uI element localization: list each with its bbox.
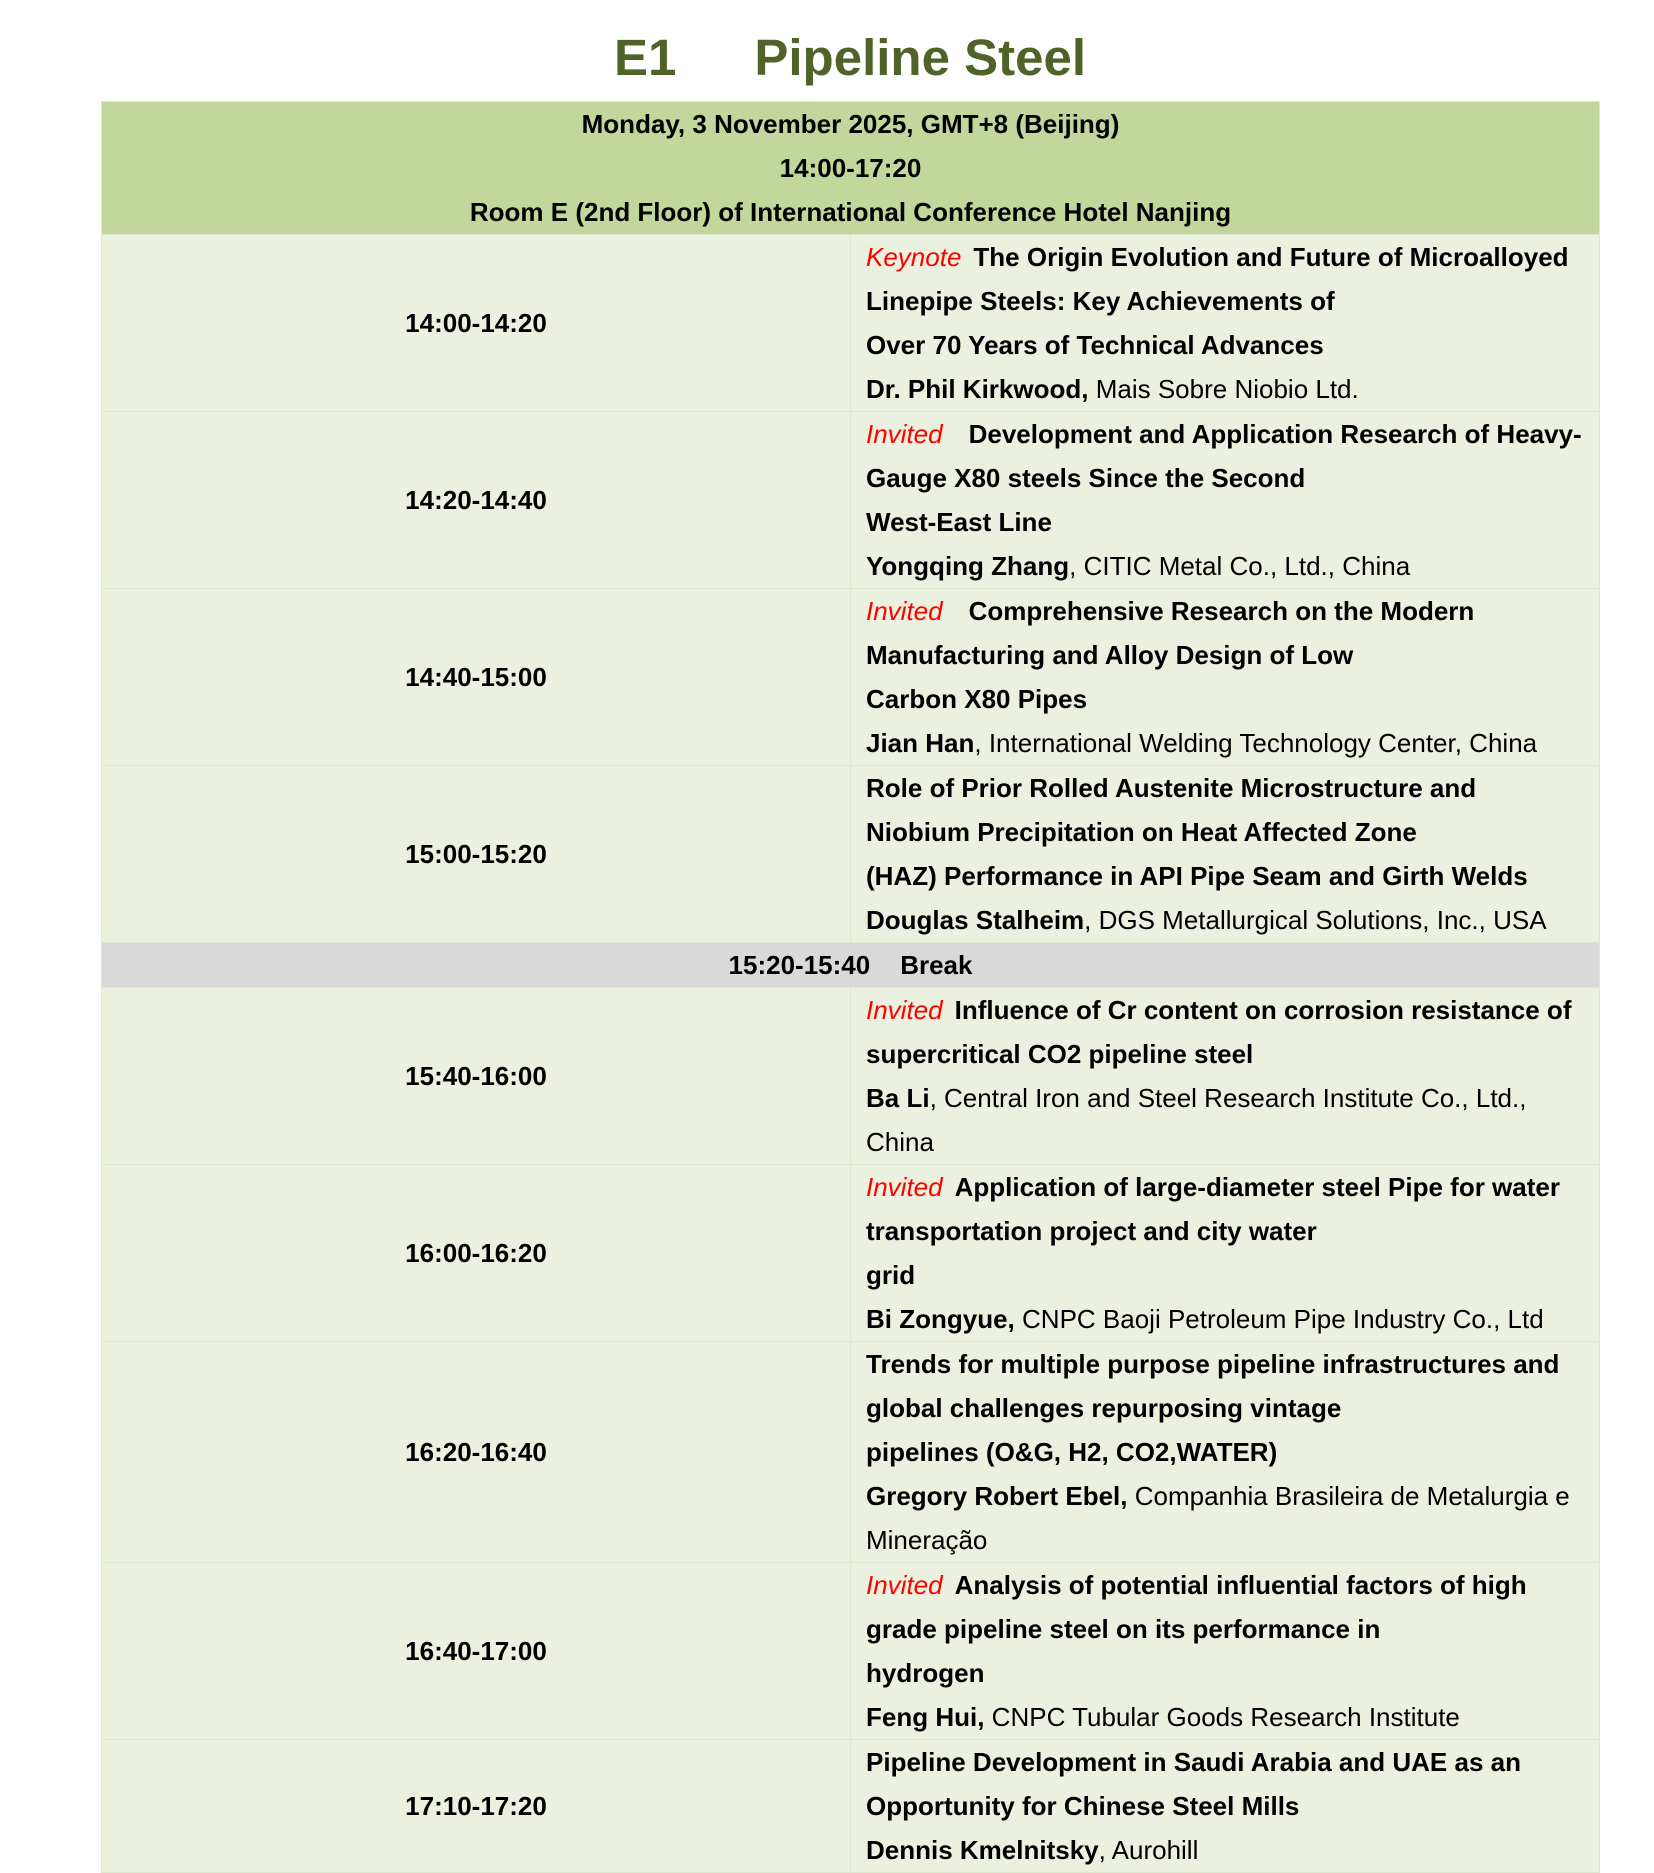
session-title: Trends for multiple purpose pipeline infrastructures and global challenges repurposing vintage bbox=[866, 1349, 1560, 1423]
session-title: Over 70 Years of Technical Advances bbox=[866, 330, 1324, 360]
session-title-line bbox=[866, 1342, 1585, 1430]
session-name: Pipeline Steel bbox=[754, 29, 1086, 86]
session-title-line bbox=[866, 323, 1585, 367]
session-content bbox=[851, 1342, 1600, 1563]
session-title-line bbox=[866, 500, 1585, 544]
header-venue: Room E (2nd Floor) of International Conference Hotel Nanjing bbox=[469, 197, 1232, 227]
session-title-line bbox=[866, 854, 1585, 898]
speaker-line bbox=[866, 367, 1585, 411]
session-type-tag: Invited bbox=[866, 419, 943, 449]
session-title-line bbox=[866, 1430, 1585, 1474]
speaker-affiliation: , International Welding Technology Center, China bbox=[974, 728, 1538, 758]
session-title-line bbox=[866, 677, 1585, 721]
session-type-tag: Invited bbox=[866, 1172, 943, 1202]
session-type-tag: Keynote bbox=[866, 242, 962, 272]
speaker-name: Dr. Phil Kirkwood, bbox=[866, 374, 1089, 404]
speaker-name: Gregory Robert Ebel, bbox=[866, 1481, 1128, 1511]
session-title-line bbox=[866, 1165, 1585, 1253]
session-time: 15:00-15:20 bbox=[102, 766, 851, 943]
session-row bbox=[102, 988, 1600, 1165]
session-content bbox=[851, 589, 1600, 766]
speaker-affiliation: CNPC Baoji Petroleum Pipe Industry Co., Ltd bbox=[1022, 1304, 1544, 1334]
session-title: Development and Application Research of Heavy-Gauge X80 steels Since the Second bbox=[866, 419, 1582, 493]
session-content bbox=[851, 235, 1600, 412]
session-row bbox=[102, 1563, 1600, 1740]
session-time: 16:00-16:20 bbox=[102, 1165, 851, 1342]
speaker-name: Feng Hui, bbox=[866, 1702, 985, 1732]
header-date: Monday, 3 November 2025, GMT+8 (Beijing) bbox=[581, 109, 1120, 139]
session-title: The Origin Evolution and Future of Microalloyed Linepipe Steels: Key Achievements of bbox=[866, 242, 1569, 316]
session-row bbox=[102, 589, 1600, 766]
speaker-line bbox=[866, 1076, 1585, 1164]
session-title: grid bbox=[866, 1260, 916, 1290]
session-content bbox=[851, 988, 1600, 1165]
session-title-line bbox=[866, 1740, 1585, 1828]
session-time: 16:20-16:40 bbox=[102, 1342, 851, 1563]
session-row bbox=[102, 235, 1600, 412]
session-title: West-East Line bbox=[866, 507, 1052, 537]
speaker-name: Douglas Stalheim bbox=[866, 905, 1085, 935]
speaker-name: Bi Zongyue, bbox=[866, 1304, 1015, 1334]
speaker-line bbox=[866, 544, 1585, 588]
session-row bbox=[102, 1342, 1600, 1563]
session-title: Comprehensive Research on the Modern Manufacturing and Alloy Design of Low bbox=[866, 596, 1475, 670]
page-title bbox=[0, 28, 1654, 87]
session-title: Carbon X80 Pipes bbox=[866, 684, 1088, 714]
session-title: pipelines (O&G, H2, CO2,WATER) bbox=[866, 1437, 1278, 1467]
session-time: 14:20-14:40 bbox=[102, 412, 851, 589]
session-row bbox=[102, 412, 1600, 589]
session-title: Influence of Cr content on corrosion resistance of supercritical CO2 pipeline steel bbox=[866, 995, 1572, 1069]
speaker-affiliation: , Aurohill bbox=[1098, 1835, 1199, 1865]
session-time: 14:40-15:00 bbox=[102, 589, 851, 766]
session-title: Analysis of potential influential factors of high grade pipeline steel on its performance in bbox=[866, 1570, 1527, 1644]
speaker-affiliation: Companhia Brasileira de Metalurgia e Mineração bbox=[866, 1481, 1570, 1555]
session-title-line bbox=[866, 1563, 1585, 1651]
session-content bbox=[851, 766, 1600, 943]
session-content bbox=[851, 412, 1600, 589]
session-title-line bbox=[866, 988, 1585, 1076]
speaker-line bbox=[866, 721, 1585, 765]
speaker-name: Ba Li bbox=[866, 1083, 930, 1113]
speaker-affiliation: CNPC Tubular Goods Research Institute bbox=[991, 1702, 1460, 1732]
speaker-affiliation: , CITIC Metal Co., Ltd., China bbox=[1069, 551, 1411, 581]
schedule-header bbox=[102, 102, 1600, 235]
session-time: 16:40-17:00 bbox=[102, 1563, 851, 1740]
break-row bbox=[102, 943, 1600, 988]
session-type-tag: Invited bbox=[866, 596, 943, 626]
session-title: Role of Prior Rolled Austenite Microstructure and Niobium Precipitation on Heat Affected Zone bbox=[866, 773, 1477, 847]
speaker-name: Yongqing Zhang bbox=[866, 551, 1070, 581]
session-row bbox=[102, 1740, 1600, 1873]
break-time: 15:20-15:40 bbox=[728, 949, 871, 980]
session-title-line bbox=[866, 235, 1585, 323]
break-label: Break bbox=[900, 949, 973, 980]
session-title-line bbox=[866, 412, 1585, 500]
session-title-line bbox=[866, 589, 1585, 677]
speaker-name: Dennis Kmelnitsky bbox=[866, 1835, 1099, 1865]
session-time: 15:40-16:00 bbox=[102, 988, 851, 1165]
session-row bbox=[102, 1165, 1600, 1342]
session-row bbox=[102, 766, 1600, 943]
header-time: 14:00-17:20 bbox=[779, 153, 922, 183]
session-type-tag: Invited bbox=[866, 995, 943, 1025]
session-time: 17:10-17:20 bbox=[102, 1740, 851, 1873]
session-title: hydrogen bbox=[866, 1658, 985, 1688]
session-title-line bbox=[866, 766, 1585, 854]
speaker-line bbox=[866, 1828, 1585, 1872]
speaker-affiliation: Mais Sobre Niobio Ltd. bbox=[1095, 374, 1359, 404]
session-content bbox=[851, 1563, 1600, 1740]
speaker-line bbox=[866, 1695, 1585, 1739]
speaker-affiliation: , Central Iron and Steel Research Institute Co., Ltd., China bbox=[866, 1083, 1527, 1157]
speaker-name: Jian Han bbox=[866, 728, 975, 758]
session-code: E1 bbox=[613, 29, 677, 86]
session-content bbox=[851, 1165, 1600, 1342]
session-title-line bbox=[866, 1651, 1585, 1695]
speaker-line bbox=[866, 898, 1585, 942]
session-type-tag: Invited bbox=[866, 1570, 943, 1600]
session-title: Application of large-diameter steel Pipe for water transportation project and city water bbox=[866, 1172, 1560, 1246]
session-title-line bbox=[866, 1253, 1585, 1297]
session-time: 14:00-14:20 bbox=[102, 235, 851, 412]
speaker-line bbox=[866, 1297, 1585, 1341]
speaker-affiliation: , DGS Metallurgical Solutions, Inc., USA bbox=[1084, 905, 1547, 935]
schedule-table bbox=[101, 101, 1600, 1873]
session-content bbox=[851, 1740, 1600, 1873]
session-title: Pipeline Development in Saudi Arabia and UAE as an Opportunity for Chinese Steel Mills bbox=[866, 1747, 1521, 1821]
speaker-line bbox=[866, 1474, 1585, 1562]
session-title: (HAZ) Performance in API Pipe Seam and Girth Welds bbox=[866, 861, 1528, 891]
